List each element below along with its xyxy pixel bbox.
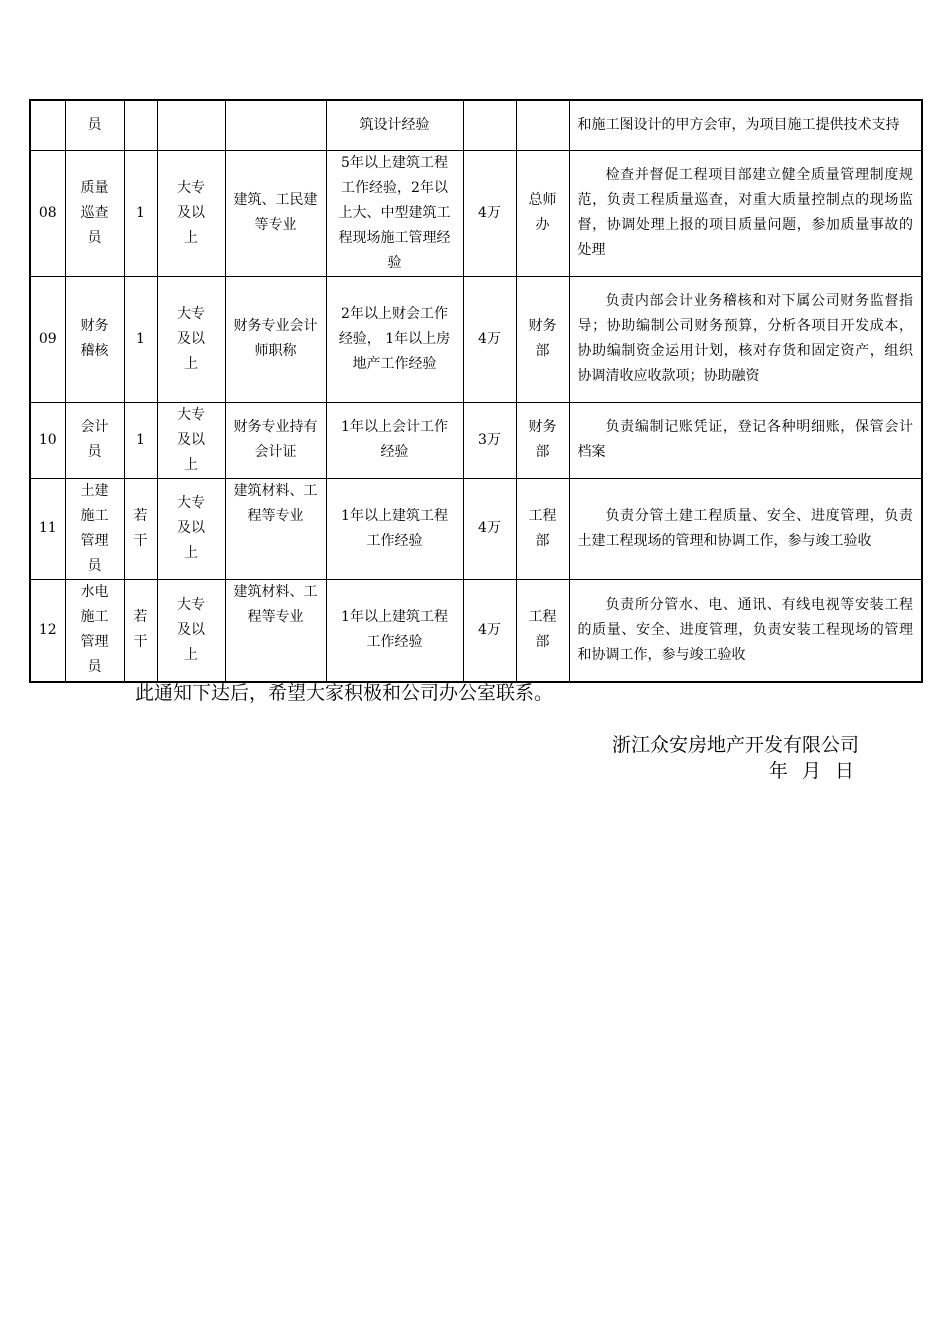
cell-education: 大专及以上 <box>157 478 225 579</box>
cell-experience: 筑设计经验 <box>326 100 463 150</box>
cell-salary: 4万 <box>463 579 516 682</box>
cell-duty: 负责所分管水、电、通讯、有线电视等安装工程的质量、安全、进度管理，负责安装工程现场的管理和协调工作，参与竣工验收 <box>569 579 922 682</box>
cell-education: 大专及以上 <box>157 276 225 402</box>
closing-paragraph: 此通知下达后，希望大家积极和公司办公室联系。 <box>135 682 554 704</box>
cell-count: 1 <box>124 276 157 402</box>
cell-dept <box>516 100 569 150</box>
cell-title: 员 <box>65 100 124 150</box>
cell-count: 若干 <box>124 579 157 682</box>
cell-dept: 财务部 <box>516 402 569 478</box>
cell-salary: 4万 <box>463 276 516 402</box>
cell-major <box>225 100 326 150</box>
cell-duty: 负责编制记账凭证，登记各种明细账，保管会计档案 <box>569 402 922 478</box>
cell-title: 财务稽核 <box>65 276 124 402</box>
cell-education: 大专及以上 <box>157 402 225 478</box>
date-line: 年 月 日 <box>768 760 858 782</box>
company-signature: 浙江众安房地产开发有限公司 <box>611 734 859 756</box>
table-row <box>30 579 922 682</box>
cell-count: 1 <box>124 150 157 276</box>
cell-experience: 5年以上建筑工程工作经验，2年以上大、中型建筑工程现场施工管理经验 <box>326 150 463 276</box>
cell-experience: 2年以上财会工作经验， 1年以上房地产工作经验 <box>326 276 463 402</box>
table-row <box>30 478 922 579</box>
cell-title: 土建施工管理员 <box>65 478 124 579</box>
cell-dept: 财务部 <box>516 276 569 402</box>
cell-duty: 负责内部会计业务稽核和对下属公司财务监督指导；协助编制公司财务预算，分析各项目开发成本，协助编制资金运用计划，核对存货和固定资产，组织协调清收应收款项；协助融资 <box>569 276 922 402</box>
cell-duty: 检查并督促工程项目部建立健全质量管理制度规范，负责工程质量巡查，对重大质量控制点的现场监督，协调处理上报的项目质量问题，参加质量事故的处理 <box>569 150 922 276</box>
cell-no <box>30 100 65 150</box>
cell-dept: 工程部 <box>516 579 569 682</box>
cell-salary: 4万 <box>463 150 516 276</box>
cell-title: 质量巡查员 <box>65 150 124 276</box>
cell-title: 会计员 <box>65 402 124 478</box>
cell-education <box>157 100 225 150</box>
cell-no: 11 <box>30 478 65 579</box>
table-row <box>30 100 922 150</box>
cell-major: 建筑材料、工程等专业 <box>225 478 326 579</box>
cell-major: 财务专业持有会计证 <box>225 402 326 478</box>
cell-count: 1 <box>124 402 157 478</box>
cell-experience: 1年以上建筑工程工作经验 <box>326 478 463 579</box>
cell-salary <box>463 100 516 150</box>
cell-duty: 负责分管土建工程质量、安全、进度管理，负责土建工程现场的管理和协调工作，参与竣工验收 <box>569 478 922 579</box>
cell-major: 财务专业会计师职称 <box>225 276 326 402</box>
cell-count: 若干 <box>124 478 157 579</box>
cell-major: 建筑材料、工程等专业 <box>225 579 326 682</box>
cell-major: 建筑、工民建等专业 <box>225 150 326 276</box>
cell-education: 大专及以上 <box>157 579 225 682</box>
table-row <box>30 150 922 276</box>
cell-no: 12 <box>30 579 65 682</box>
table-row <box>30 276 922 402</box>
cell-no: 09 <box>30 276 65 402</box>
cell-dept: 工程部 <box>516 478 569 579</box>
cell-salary: 3万 <box>463 402 516 478</box>
table-row <box>30 402 922 478</box>
cell-no: 08 <box>30 150 65 276</box>
cell-title: 水电施工管理员 <box>65 579 124 682</box>
cell-count <box>124 100 157 150</box>
cell-salary: 4万 <box>463 478 516 579</box>
cell-experience: 1年以上建筑工程工作经验 <box>326 579 463 682</box>
cell-duty: 和施工图设计的甲方会审，为项目施工提供技术支持 <box>569 100 922 150</box>
cell-no: 10 <box>30 402 65 478</box>
cell-experience: 1年以上会计工作经验 <box>326 402 463 478</box>
cell-dept: 总师办 <box>516 150 569 276</box>
job-openings-table <box>29 99 923 683</box>
cell-education: 大专及以上 <box>157 150 225 276</box>
